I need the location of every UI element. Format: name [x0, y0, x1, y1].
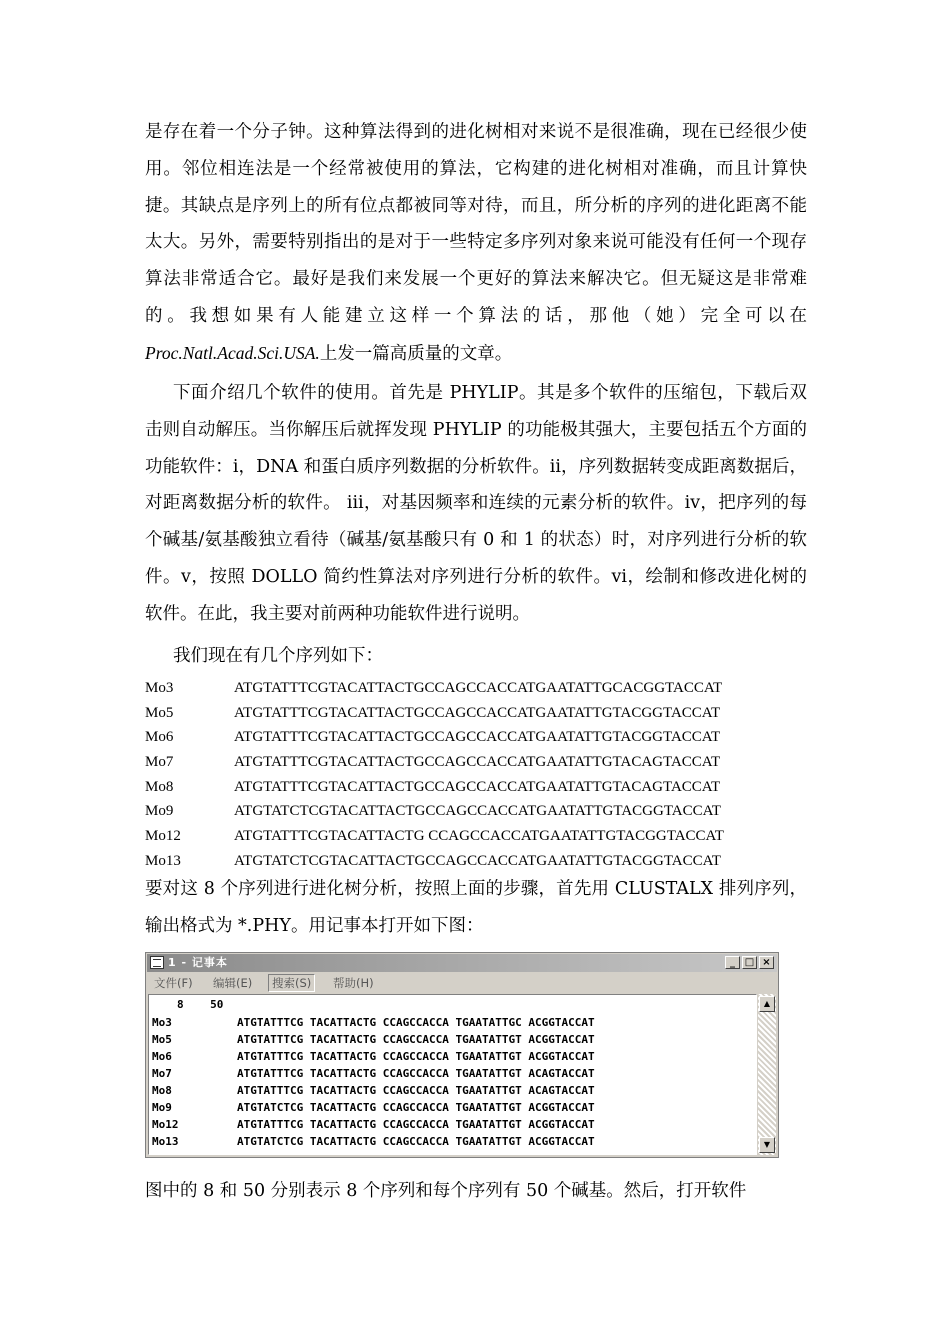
sequence-name: Mo12	[145, 828, 181, 845]
phylip-row-seq: ATGTATTTCG TACATTACTG CCAGCCACCA TGAATATTGT ACGGTACCAT	[237, 1033, 595, 1046]
sequence-value: ATGTATTTCGTACATTACTGCCAGCCACCATGAATATTGCACGGTACCAT	[234, 680, 723, 696]
sequence-name: Mo9	[145, 803, 174, 820]
menu-search[interactable]: 搜索(S)	[268, 974, 315, 992]
paragraph-molecular-clock	[145, 114, 807, 373]
sequence-value: ATGTATCTCGTACATTACTGCCAGCCACCATGAATATTGTACGGTACCAT	[234, 852, 721, 869]
phylip-row	[152, 1031, 595, 1048]
sequence-value: ATGTATTTCGTACATTACTGCCAGCCACCATGAATATTGTACAGTACCAT	[234, 754, 721, 771]
maximize-button[interactable]: □	[742, 956, 757, 969]
phylip-row	[152, 1048, 595, 1065]
phylip-row-seq: ATGTATTTCG TACATTACTG CCAGCCACCA TGAATATTGT ACAGTACCAT	[237, 1084, 595, 1097]
paragraph-sequences-intro: 我们现在有几个序列如下：	[173, 646, 383, 666]
phylip-row-name: Mo7	[152, 1067, 172, 1080]
sequence-name: Mo13	[145, 852, 181, 869]
phylip-header: 8 50	[177, 998, 224, 1011]
sequence-value: ATGTATTTCGTACATTACTGCCAGCCACCATGAATATTGTACAGTACCAT	[234, 778, 721, 795]
phylip-row-name: Mo13	[152, 1135, 179, 1148]
sequence-value: ATGTATTTCGTACATTACTGCCAGCCACCATGAATATTGTACGGTACCAT	[234, 729, 721, 746]
phylip-row-seq: ATGTATCTCG TACATTACTG CCAGCCACCA TGAATATTGT ACGGTACCAT	[237, 1135, 595, 1148]
text-editor-area[interactable]	[148, 994, 757, 1155]
sequence-row	[145, 750, 825, 775]
phylip-row-seq: ATGTATCTCG TACATTACTG CCAGCCACCA TGAATATTGT ACGGTACCAT	[237, 1101, 595, 1114]
sequence-name: Mo7	[145, 754, 174, 771]
paragraph-clustalx-step: 要对这 8 个序列进行进化树分析，按照上面的步骤，首先用 CLUSTALX 排列序列，输出格式为 *.PHY。用记事本打开如下图：	[145, 879, 807, 936]
phylip-row-seq: ATGTATTTCG TACATTACTG CCAGCCACCA TGAATATTGT ACGGTACCAT	[237, 1050, 595, 1063]
phylip-row	[152, 1099, 595, 1116]
notepad-icon	[150, 956, 164, 969]
sequence-row	[145, 701, 825, 726]
sequence-row	[145, 799, 825, 824]
sequence-row	[145, 849, 825, 874]
sequence-list	[145, 676, 825, 874]
sequence-value: ATGTATCTCGTACATTACTGCCAGCCACCATGAATATTGTACGGTACCAT	[234, 803, 721, 820]
phylip-row	[152, 1082, 595, 1099]
phylip-row	[152, 1065, 595, 1082]
menu-edit[interactable]: 编辑(E)	[213, 976, 253, 990]
sequence-name: Mo6	[145, 729, 174, 746]
vertical-scrollbar[interactable]	[758, 994, 776, 1155]
sequence-row	[145, 775, 825, 800]
phylip-row-name: Mo12	[152, 1118, 179, 1131]
phylip-row-name: Mo8	[152, 1084, 172, 1097]
sequence-value: ATGTATTTCGTACATTACTGCCAGCCACCATGAATATTGTACGGTACCAT	[234, 704, 721, 721]
phylip-row-name: Mo6	[152, 1050, 172, 1063]
title-bar[interactable]	[147, 954, 777, 972]
phylip-row-name: Mo3	[152, 1016, 172, 1029]
paragraph-phylip-intro: 下面介绍几个软件的使用。首先是 PHYLIP。其是多个软件的压缩包，下载后双击则自动解压。当你解压后就挥发现 PHYLIP 的功能极其强大，主要包括五个方面的功能软件：i，DNA 和蛋白质序列数据的分析软件。ii，序列数据转变成距离数据后，对距离数据分析的软件。 iii，对基因频率和连续的元素分析的软件。iv，把序列的每个碱基/氨基酸独立看待（碱基/氨基酸只有 0 和 1 的状态）时，对序列进行分析的软件。v，按照 DOLLO 简约性算法对序列进行分析的软件。vi，绘制和修改进化树的软件。在此，我主要对前两种功能软件进行说明。	[145, 383, 807, 624]
sequence-name: Mo3	[145, 680, 174, 696]
scroll-up-icon[interactable]: ▲	[759, 996, 775, 1012]
menu-bar	[147, 974, 777, 993]
scroll-down-icon[interactable]: ▼	[759, 1137, 775, 1153]
paragraph-text: 是存在着一个分子钟。这种算法得到的进化树相对来说不是很准确，现在已经很少使用。邻位相连法是一个经常被使用的算法，它构建的进化树相对准确，而且计算快捷。其缺点是序列上的所有位点都被同等对待，而且，所分析的序列的进化距离不能太大。另外，需要特别指出的是对于一些特定多序列对象来说可能没有任何一个现存算法非常适合它。最好是我们来发展一个更好的算法来解决它。但无疑这是非常难的。我想如果有人能建立这样一个算法的话，那他（她）完全可以在	[145, 122, 807, 326]
sequence-row	[145, 824, 825, 849]
notepad-window	[145, 952, 779, 1158]
sequence-name: Mo8	[145, 778, 174, 795]
paragraph-figure-explanation: 图中的 8 和 50 分别表示 8 个序列和每个序列有 50 个碱基。然后，打开软件	[145, 1181, 747, 1201]
close-button[interactable]: ×	[759, 956, 774, 969]
journal-name: Proc.Natl.Acad.Sci.USA.	[145, 342, 320, 363]
sequence-row	[145, 725, 825, 750]
sequence-row	[145, 676, 825, 701]
phylip-row	[152, 1116, 595, 1133]
window-title: 1 - 记事本	[168, 956, 228, 969]
menu-help[interactable]: 帮助(H)	[333, 976, 374, 990]
phylip-row	[152, 1133, 595, 1150]
phylip-row	[152, 1014, 595, 1031]
phylip-row-seq: ATGTATTTCG TACATTACTG CCAGCCACCA TGAATATTGC ACGGTACCAT	[237, 1016, 595, 1029]
menu-file[interactable]: 文件(F)	[154, 976, 193, 990]
phylip-row-seq: ATGTATTTCG TACATTACTG CCAGCCACCA TGAATATTGT ACAGTACCAT	[237, 1067, 595, 1080]
sequence-value: ATGTATTTCGTACATTACTG CCAGCCACCATGAATATTGTACGGTACCAT	[234, 828, 724, 845]
paragraph-tail: 上发一篇高质量的文章。	[319, 343, 513, 364]
sequence-name: Mo5	[145, 704, 174, 721]
phylip-row-seq: ATGTATTTCG TACATTACTG CCAGCCACCA TGAATATTGT ACGGTACCAT	[237, 1118, 595, 1131]
phylip-row-name: Mo5	[152, 1033, 172, 1046]
phylip-row-name: Mo9	[152, 1101, 172, 1114]
minimize-button[interactable]: _	[725, 956, 740, 969]
